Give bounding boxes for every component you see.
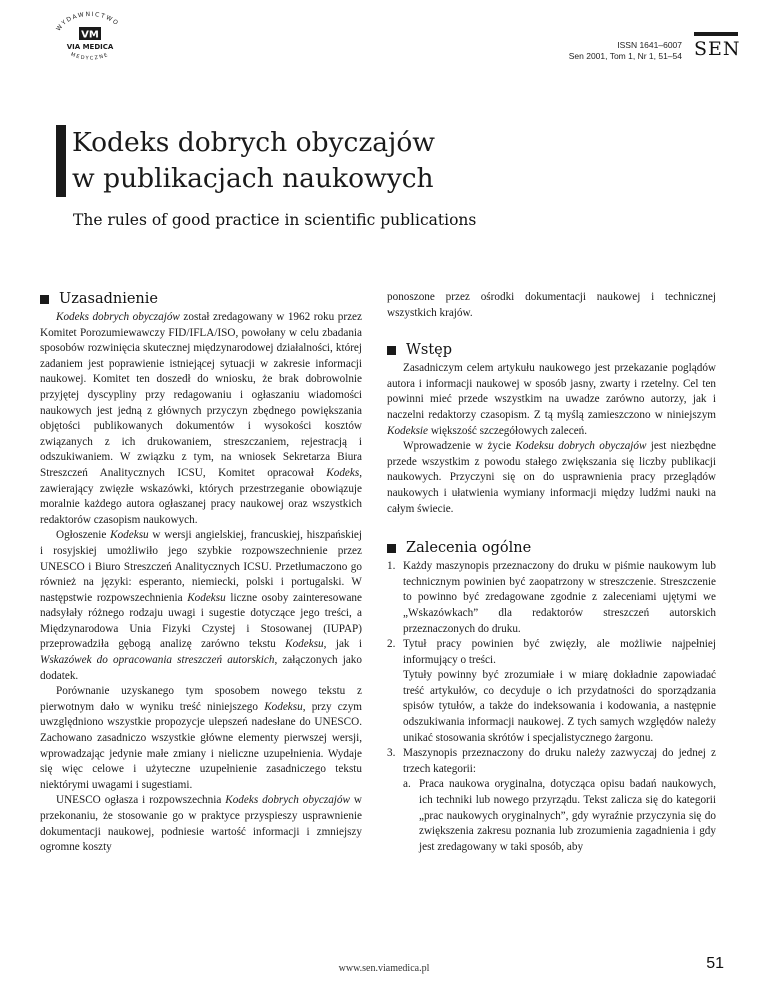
journal-mark: [694, 32, 741, 60]
article-subtitle: The rules of good practice in scientific publications: [73, 211, 477, 229]
section-heading-uzasadnienie: Uzasadnienie: [40, 290, 362, 308]
title-line-1: Kodeks dobrych obyczajów: [72, 127, 435, 158]
issue-citation: Sen 2001, Tom 1, Nr 1, 51–54: [568, 51, 682, 61]
list-item: 1. Każdy maszynopis przeznaczony do druku w piśmie naukowym lub technicznym powinien być zaopatrzony w streszczenie. Streszczenie to powinno być zredagowane zgodnie z zaleceniami ujętymi we „Wskazówkach” dla redaktorów streszczeń autorskich przeznaczonych do druku.: [387, 560, 716, 635]
logo-bottom-text: MEDYCZNE: [69, 51, 110, 62]
title-line-2: w publikacjach naukowych: [72, 163, 434, 194]
list-item: 3. Maszynopis przeznaczony do druku należy zazwyczaj do jednej z trzech kategorii:: [387, 747, 716, 775]
issn: ISSN 1641–6007: [617, 40, 682, 50]
recommendations-list: [387, 559, 716, 855]
list-subitem: a. Praca naukowa oryginalna, dotycząca opisu badań naukowych, ich techniki lub nowego przyrządu. Tekst zalicza się do kategorii „prac naukowych oryginalnych”, gdy wyraźnie przyczynia się do zwiększenia zakresu poznania lub zrozumienia zagadnienia i gdy jest zredagowany w taki sposób, aby: [403, 778, 716, 853]
paragraph-continuation: ponoszone przez ośrodki dokumentacji naukowej i technicznej wszystkich krajów.: [387, 291, 716, 319]
journal-info: [569, 40, 682, 62]
list-item-continuation: Tytuły powinny być zrozumiałe i w miarę dokładnie zapowiadać treść artykułów, co decyduje o ich przydatności do sporządzania spisów tytułów, a także do indeksowania i kodowania, a następnie odszukiwania informacji naukowej. Z tych samych względów należy unikać stosowania skrótów i specjalistycznego żargonu.: [403, 669, 716, 744]
footer-url: www.sen.viamedica.pl: [338, 963, 430, 974]
section-heading-wstep: Wstęp: [387, 341, 716, 359]
square-bullet-icon: [387, 346, 396, 355]
logo-mark: VM: [81, 29, 99, 41]
square-bullet-icon: [40, 295, 49, 304]
left-column: [40, 290, 362, 856]
article-title: [56, 125, 435, 197]
via-medica-logo-icon: [40, 8, 140, 64]
paragraph: Porównanie uzyskanego tym sposobem nowego tekstu z pierwotnym dało w wyniku treść niniejszego Kodeksu, przy czym uwzględniono wszystkie propozycje ulepszeń nadesłane do UNESCO. Zachowano zasadniczo wszystkie główne elementy pierwszej wersji, wprowadzając jedynie małe zmiany i nieliczne uzupełnienia. Wydaje się więc celowe i użyteczne uzupełnienie zasadniczego tekstu niektórymi uwagami i sugestiami.: [40, 685, 362, 791]
list-item: 2. Tytuł pracy powinien być zwięzły, ale możliwie najpełniej informujący o treści. Tytuły powinny być zrozumiałe i w miarę dokładnie zapowiadać treść artykułów, co decyduje o ich przydatności do sporządzania spisów tytułów, a także do indeksowania i kodowania, a następnie odszukiwania informacji naukowej. Z tych samych względów należy unikać stosowania skrótów i specjalistycznego żargonu.: [387, 637, 716, 746]
journal-name: SEN: [694, 38, 741, 60]
logo-arc-text: WYDAWNICTWO: [55, 10, 121, 33]
paragraph: Wprowadzenie w życie Kodeksu dobrych obyczajów jest niezbędne przede wszystkim z powodu stałego zwiększania się liczby publikacji naukowych. Przyczyni się on do usprawnienia pracy przeglądów naukowych i ułatwienia wymiany informacji między ludźmi nauki na całym świecie.: [387, 440, 716, 515]
svg-text:MEDYCZNE: [70, 52, 110, 62]
publisher-logo: [40, 8, 140, 64]
paragraph: Kodeks dobrych obyczajów został zredagowany w 1962 roku przez Komitet Porozumiewawczy FID/IFLA/ISO, powołany w celu zbadania sposobów rozwinięcia skutecznej międzynarodowej działalności, której zadaniem jest poprawienie istniejącej sytuacji w zakresie informacji naukowej. Komitet ten doszedł do wniosku, że brak dobrowolnie przyjętej dyscypliny przy redagowaniu i ogłaszaniu wiadomości naukowych jest jedną z głównych przyczyn zbędnego powiększania objętości publikowanych dokumentów i wysokości kosztów związanych z ich drukowaniem, streszczaniem, rejestracją i odszukiwaniem. W związku z tym, na wniosek Sekretarza Biura Streszczeń Analitycznych ICSU, Komitet opracował Kodeks, zawierający zwięzłe wskazówki, których przestrzeganie obowiązuje moralnie każdego autora ogłaszanej pracy naukowej oraz wszystkich redaktorów czasopism naukowych.: [40, 311, 362, 526]
right-column: [387, 290, 716, 855]
paragraph: UNESCO ogłasza i rozpowszechnia Kodeks dobrych obyczajów w przekonaniu, że stosowanie go w praktyce przyspieszy usprawnienie dokumentacji naukowej, podniesie wartość informacji i zmniejszy ogromne koszty: [40, 794, 362, 854]
logo-brand: VIA MEDICA: [66, 43, 114, 51]
page-number: 51: [706, 955, 724, 972]
paragraph: Zasadniczym celem artykułu naukowego jest przekazanie poglądów autora i informacji naukowej w sposób jasny, zwarty i rzetelny. Cel ten powinni mieć przede wszystkim na uwadze zarówno autorzy, jak i naczelni redaktorzy czasopism. Z tą myślą zamieszczono w niniejszym Kodeksie większość szczegółowych zaleceń.: [387, 362, 716, 437]
section-heading-zalecenia: Zalecenia ogólne: [387, 539, 716, 557]
journal-mark-bar: [694, 32, 738, 36]
paragraph: Ogłoszenie Kodeksu w wersji angielskiej, francuskiej, hiszpańskiej i rosyjskiej umożliwiło jego szybkie rozpowszechnienie przez UNESCO i Biuro Streszczeń Analitycznych ICSU. Przetłumaczono go również na języki: esperanto, niemiecki, polski i portugalski. W następstwie rozpowszechnienia Kodeksu liczne osoby zainteresowane nadsyłały różnego rodzaju uwagi i sugestie dotyczące jego treści, a Międzynarodowa Unia Fizyki Czystej i Stosowanej (IUPAP) przeprowadziła gębogą analizę zarówno tekstu Kodeksu, jak i Wskazówek do opracowania streszczeń autorskich, załączonych jako dodatek.: [40, 529, 363, 682]
square-bullet-icon: [387, 544, 396, 553]
